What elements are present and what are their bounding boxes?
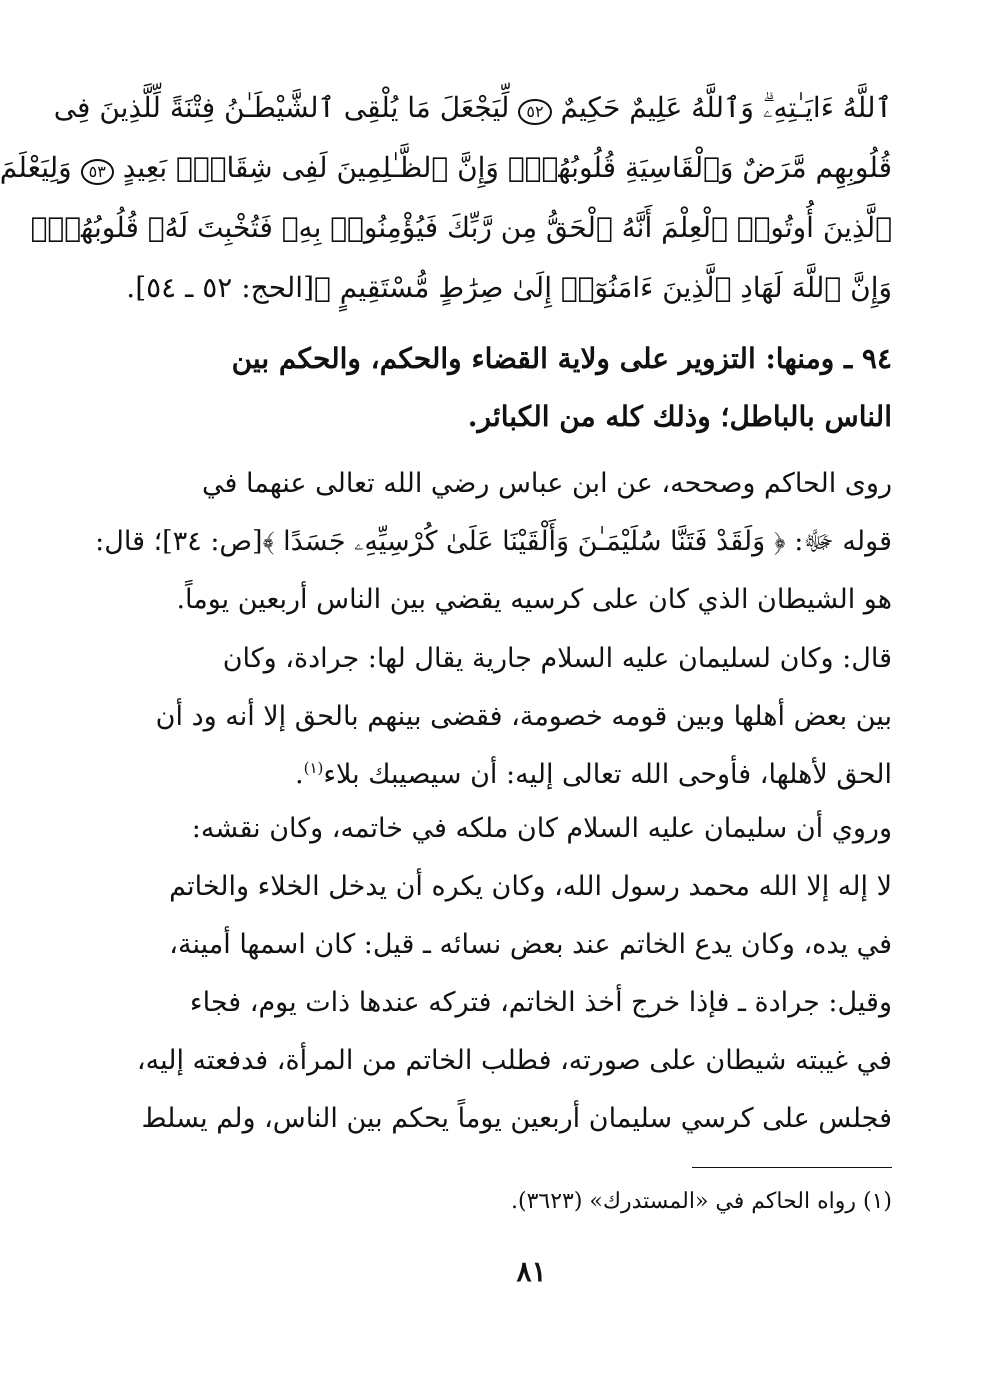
paragraph-line: وروي أن سليمان عليه السلام كان ملكه في خاتمه، وكان نقشه: — [191, 813, 892, 844]
footnote-text: رواه الحاكم في «المستدرك» (٣٦٢٣). — [510, 1189, 856, 1214]
footnote-reference[interactable]: (١) — [303, 759, 324, 777]
paragraph-line: روى الحاكم وصححه، عن ابن عباس رضي الله تعالى عنهما في — [202, 468, 892, 499]
paragraph-line: وقيل: جرادة ـ فإذا خرج أخذ الخاتم، فتركه عندها ذات يوم، فجاء — [189, 987, 892, 1018]
paragraph-line: لا إله إلا الله محمد رسول الله، وكان يكره أن يدخل الخلاء والخاتم — [169, 871, 892, 902]
paragraph-line: بين بعض أهلها وبين قومه خصومة، فقضى بينهم بالحق إلا أنه ود أن — [155, 701, 892, 732]
section-heading — [167, 330, 892, 446]
footnote — [167, 1182, 892, 1222]
ayah-number-marker: ٥٣ — [81, 159, 114, 185]
paragraph-jarada-story — [155, 630, 892, 804]
quran-citation: ﴾[الحج: ٥٢ ـ ٥٤]. — [126, 271, 331, 304]
paragraph-line: في يده، وكان يدع الخاتم عند بعض نسائه ـ قيل: كان اسمها أمينة، — [169, 929, 892, 960]
quran-line — [126, 258, 892, 318]
paragraph-line: قوله ﷻ: ﴿ وَلَقَدْ فَتَنَّا سُلَيْمَـٰنَ وَأَلْقَيْنَا عَلَىٰ كُرْسِيِّهِۦ جَسَدًا ﴾[ص: ٣٤]؛ قال: — [95, 526, 892, 557]
quran-text: وَلِيَعْلَمَ — [0, 151, 72, 184]
paragraph-line: هو الشيطان الذي كان على كرسيه يقضي بين الناس أربعين يوماً. — [176, 584, 892, 615]
quran-text: ٱللَّهُ ءَايَـٰتِهِۦۗ وَٱللَّهُ عَلِيمٌ حَكِيمٌ — [560, 91, 892, 124]
paragraph-ring-story — [136, 800, 892, 1148]
quran-line — [53, 78, 892, 138]
footnote-divider — [692, 1167, 892, 1168]
paragraph-hakim-narration — [95, 455, 892, 629]
paragraph-text: . — [294, 759, 304, 790]
paragraph-line: قال: وكان لسليمان عليه السلام جارية يقال لها: جرادة، وكان — [222, 643, 892, 674]
quran-verses-block — [0, 78, 892, 318]
heading-line: الناس بالباطل؛ وذلك كله من الكبائر. — [467, 400, 892, 433]
heading-line: ٩٤ ـ ومنها: التزوير على ولاية القضاء والحكم، والحكم بين — [231, 342, 892, 375]
footnote-number: (١) — [862, 1189, 892, 1214]
quran-line — [0, 138, 892, 198]
paragraph-line — [167, 746, 892, 804]
page-number: ٨١ — [516, 1255, 547, 1288]
quran-text: لِّيَجْعَلَ مَا يُلْقِى ٱلشَّيْطَـٰنُ فِتْنَةً لِّلَّذِينَ فِى — [53, 91, 510, 124]
quran-text: وَإِنَّ ٱللَّهَ لَهَادِ ٱلَّذِينَ ءَامَنُوٓا۟ إِلَىٰ صِرَٰطٍ مُّسْتَقِيمٍ — [339, 271, 892, 304]
quran-line: ٱلَّذِينَ أُوتُوا۟ ٱلْعِلْمَ أَنَّهُ ٱلْحَقُّ مِن رَّبِّكَ فَيُؤْمِنُوا۟ بِهِۦ فَتُخْبِتَ لَهُۥ قُلُوبُهُمْۗ — [30, 211, 892, 244]
paragraph-text: الحق لأهلها، فأوحى الله تعالى إليه: أن سيصيبك بلاء — [323, 759, 892, 790]
quran-text: قُلُوبِهِم مَّرَضٌ وَٱلْقَاسِيَةِ قُلُوبُهُمْۗ وَإِنَّ ٱلظَّـٰلِمِينَ لَفِى شِقَاقٍۭ بَعِيدٍ — [122, 151, 892, 184]
ayah-number-marker: ٥٢ — [518, 99, 551, 125]
paragraph-line: في غيبته شيطان على صورته، فطلب الخاتم من المرأة، فدفعته إليه، — [136, 1045, 892, 1076]
paragraph-line: فجلس على كرسي سليمان أربعين يوماً يحكم بين الناس، ولم يسلط — [141, 1103, 892, 1134]
